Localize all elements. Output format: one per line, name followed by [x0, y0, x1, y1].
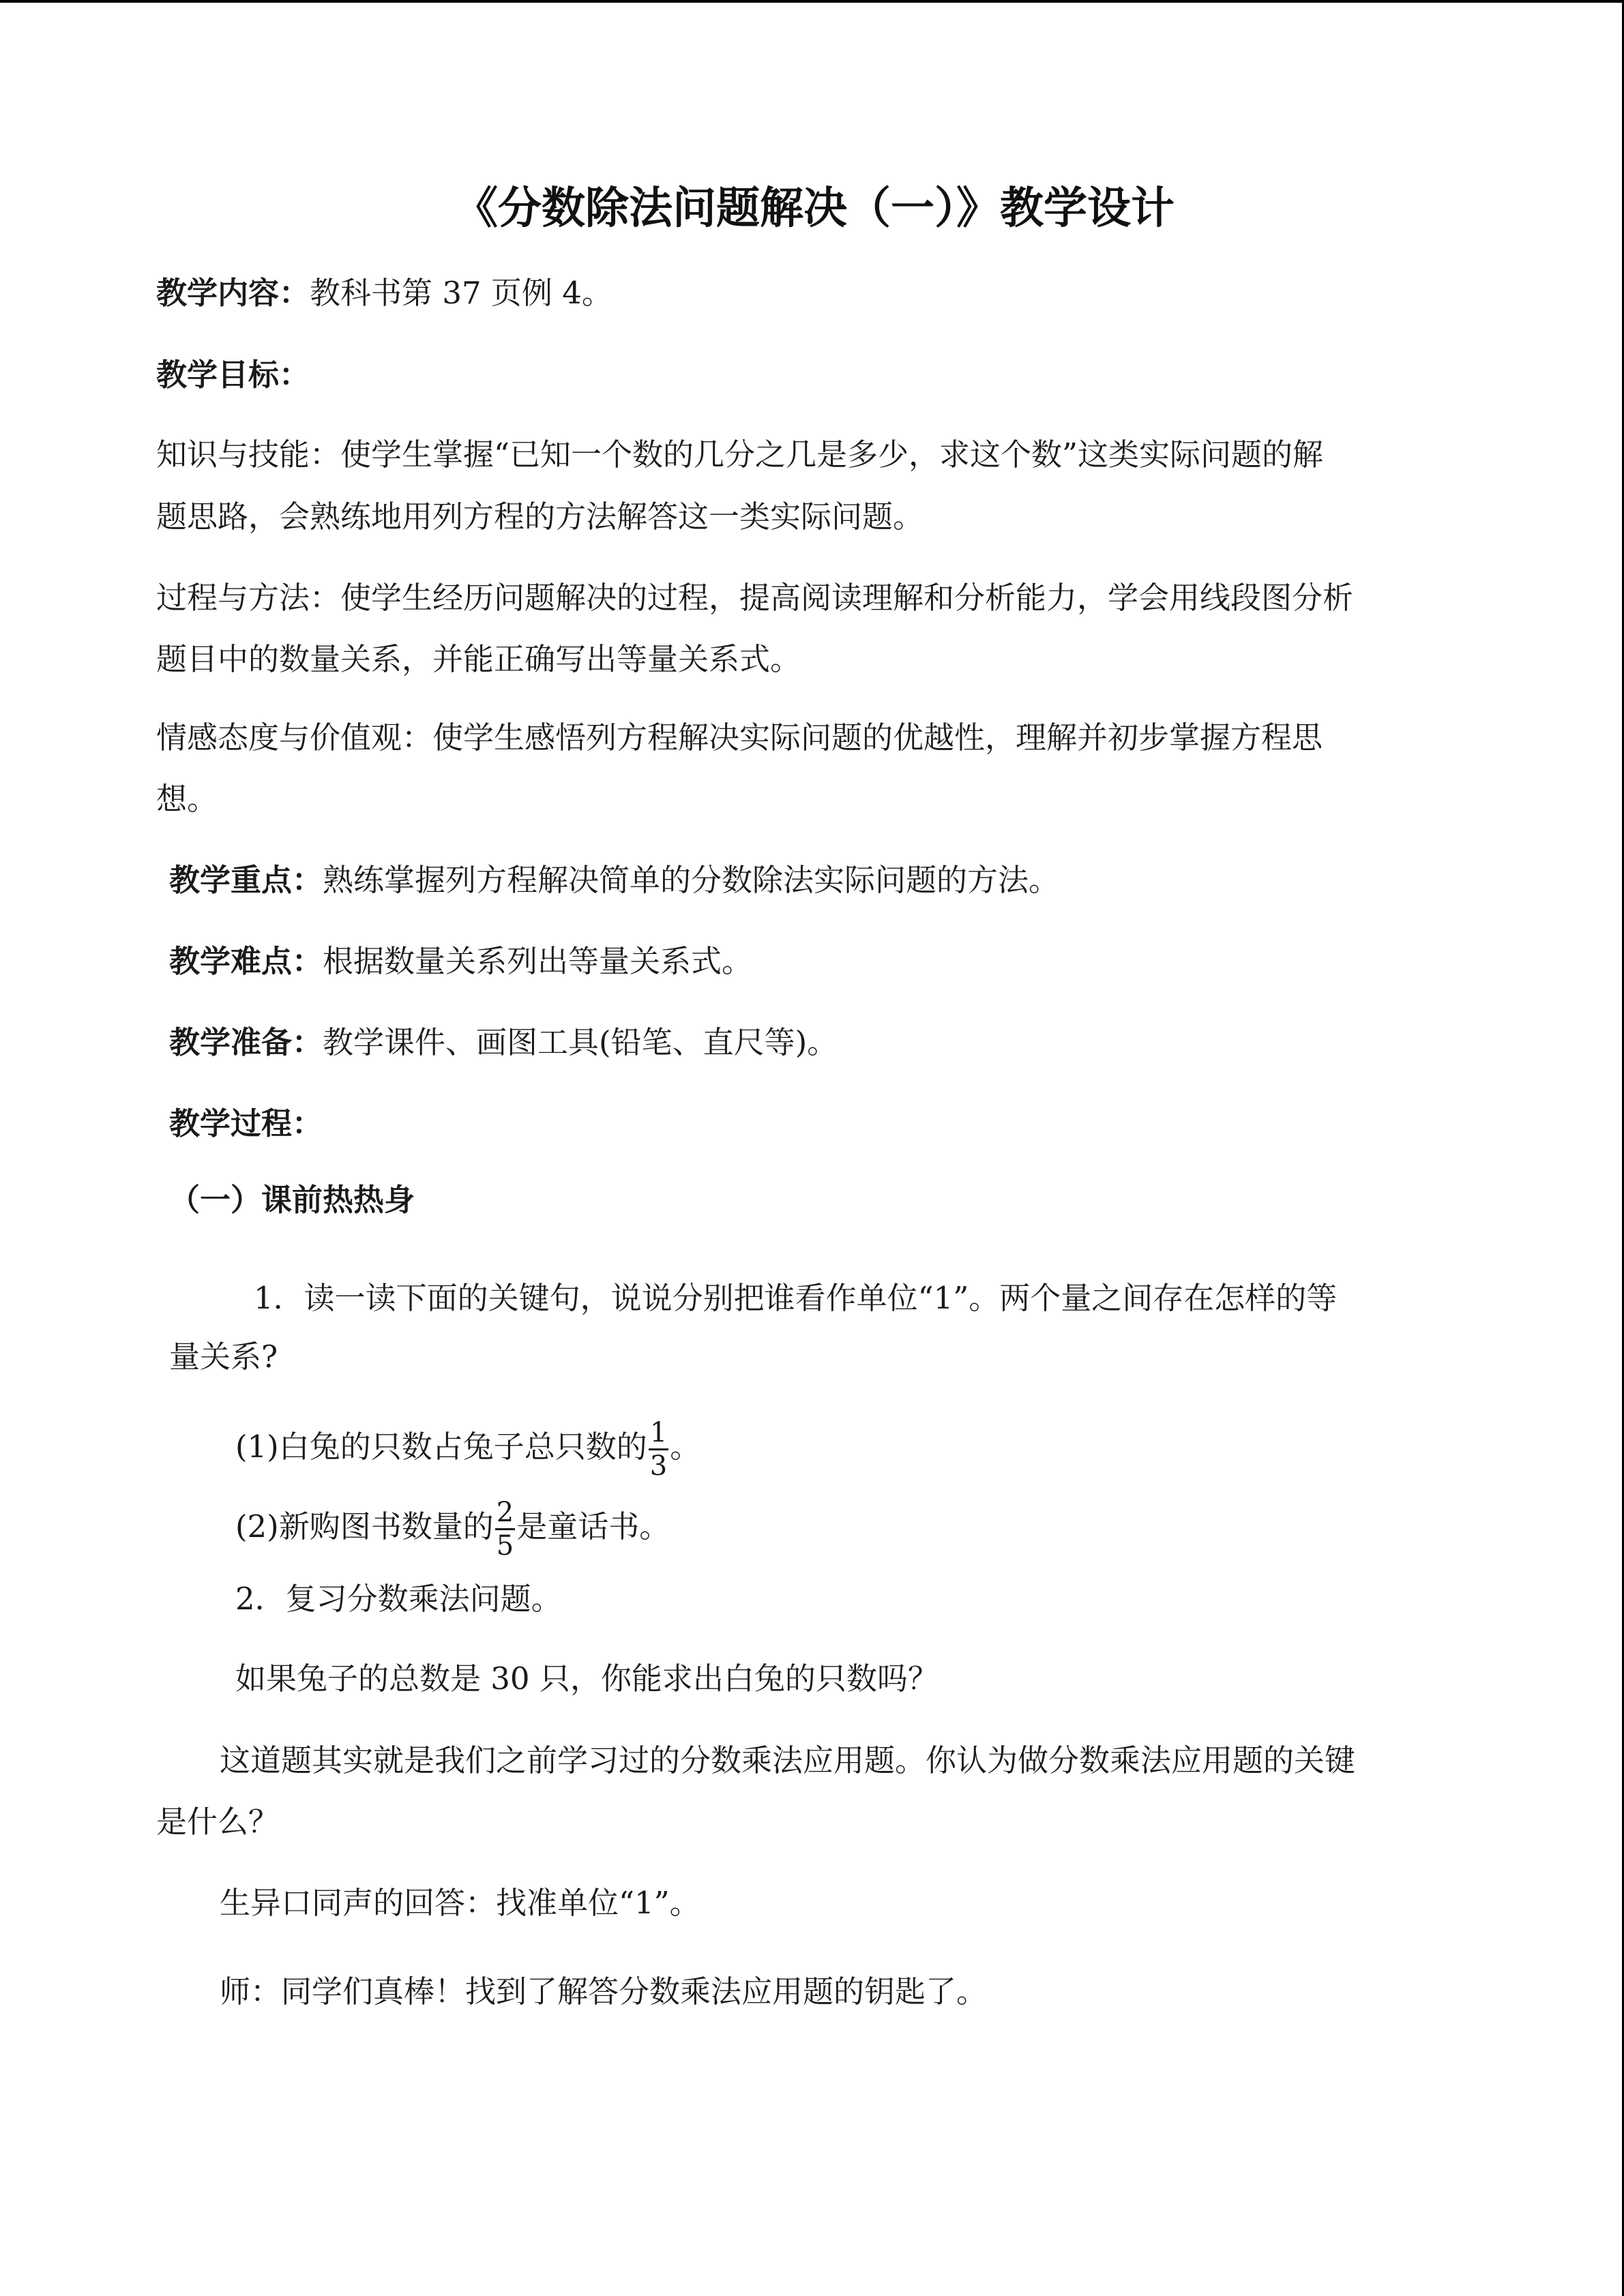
- page-title: 《分数除法问题解决（一）》教学设计: [454, 183, 1175, 234]
- goal3-line2: 想。: [156, 781, 218, 817]
- question: 如果兔子的总数是 30 只，你能求出白兔的只数吗？: [235, 1660, 939, 1697]
- teacher-remark: 师：同学们真棒！找到了解答分数乘法应用题的钥匙了。: [220, 1973, 988, 2010]
- fraction-denominator: 3: [649, 1450, 668, 1482]
- fraction-denominator: 5: [496, 1530, 514, 1562]
- fraction-two-fifths: [495, 1497, 515, 1562]
- content-line: [156, 273, 612, 314]
- goal1-line2: 题思路，会熟练地用列方程的方法解答这一类实际问题。: [156, 498, 924, 535]
- preparation-text: 教学课件、画图工具(铅笔、直尺等)。: [323, 1024, 838, 1060]
- sub-item-1-text: (1)白兔的只数占兔子总只数的: [235, 1429, 647, 1465]
- sub-item-2: [235, 1497, 670, 1562]
- preparation-line: [169, 1022, 838, 1063]
- section-heading: （一）课前热热身: [169, 1182, 415, 1218]
- item2: 2．复习分数乘法问题。: [235, 1581, 562, 1617]
- key-point-line: [169, 860, 1059, 901]
- goal2-line1: 过程与方法：使学生经历问题解决的过程，提高阅读理解和分析能力，学会用线段图分析: [156, 580, 1354, 616]
- key-point-text: 熟练掌握列方程解决简单的分数除法实际问题的方法。: [323, 862, 1060, 898]
- goal1-line1: 知识与技能：使学生掌握“已知一个数的几分之几是多少，求这个数”这类实际问题的解: [156, 436, 1324, 473]
- goals-label: 教学目标：: [156, 357, 310, 393]
- top-border: [0, 0, 1624, 3]
- para1-line1: 这道题其实就是我们之前学习过的分数乘法应用题。你认为做分数乘法应用题的关键: [220, 1742, 1356, 1778]
- item1-line1: 1．读一读下面的关键句，说说分别把谁看作单位“1”。两个量之间存在怎样的等: [254, 1280, 1338, 1316]
- goal2-line2: 题目中的数量关系，并能正确写出等量关系式。: [156, 641, 801, 677]
- fraction-numerator: 2: [495, 1497, 515, 1530]
- process-label: 教学过程：: [169, 1105, 323, 1142]
- preparation-label: 教学准备：: [169, 1024, 323, 1060]
- para1-line2: 是什么？: [156, 1804, 280, 1840]
- difficulty-label: 教学难点：: [169, 943, 323, 979]
- sub-item-2-text: (2)新购图书数量的: [235, 1508, 494, 1545]
- key-point-label: 教学重点：: [169, 862, 323, 898]
- fraction-numerator: 1: [649, 1417, 668, 1450]
- content-text: 教科书第 37 页例 4。: [310, 275, 612, 311]
- student-answer: 生异口同声的回答：找准单位“1”。: [220, 1885, 700, 1921]
- fraction-one-third: [649, 1417, 668, 1482]
- sub-item-2-end: 是童话书。: [516, 1508, 670, 1545]
- content-label: 教学内容：: [156, 275, 310, 311]
- sub-item-1-end: 。: [670, 1429, 701, 1465]
- difficulty-text: 根据数量关系列出等量关系式。: [323, 943, 753, 979]
- sub-item-1: [235, 1417, 700, 1482]
- goal3-line1: 情感态度与价值观：使学生感悟列方程解决实际问题的优越性，理解并初步掌握方程思: [156, 719, 1323, 756]
- difficulty-line: [169, 941, 752, 982]
- item1-line2: 量关系?: [169, 1339, 278, 1375]
